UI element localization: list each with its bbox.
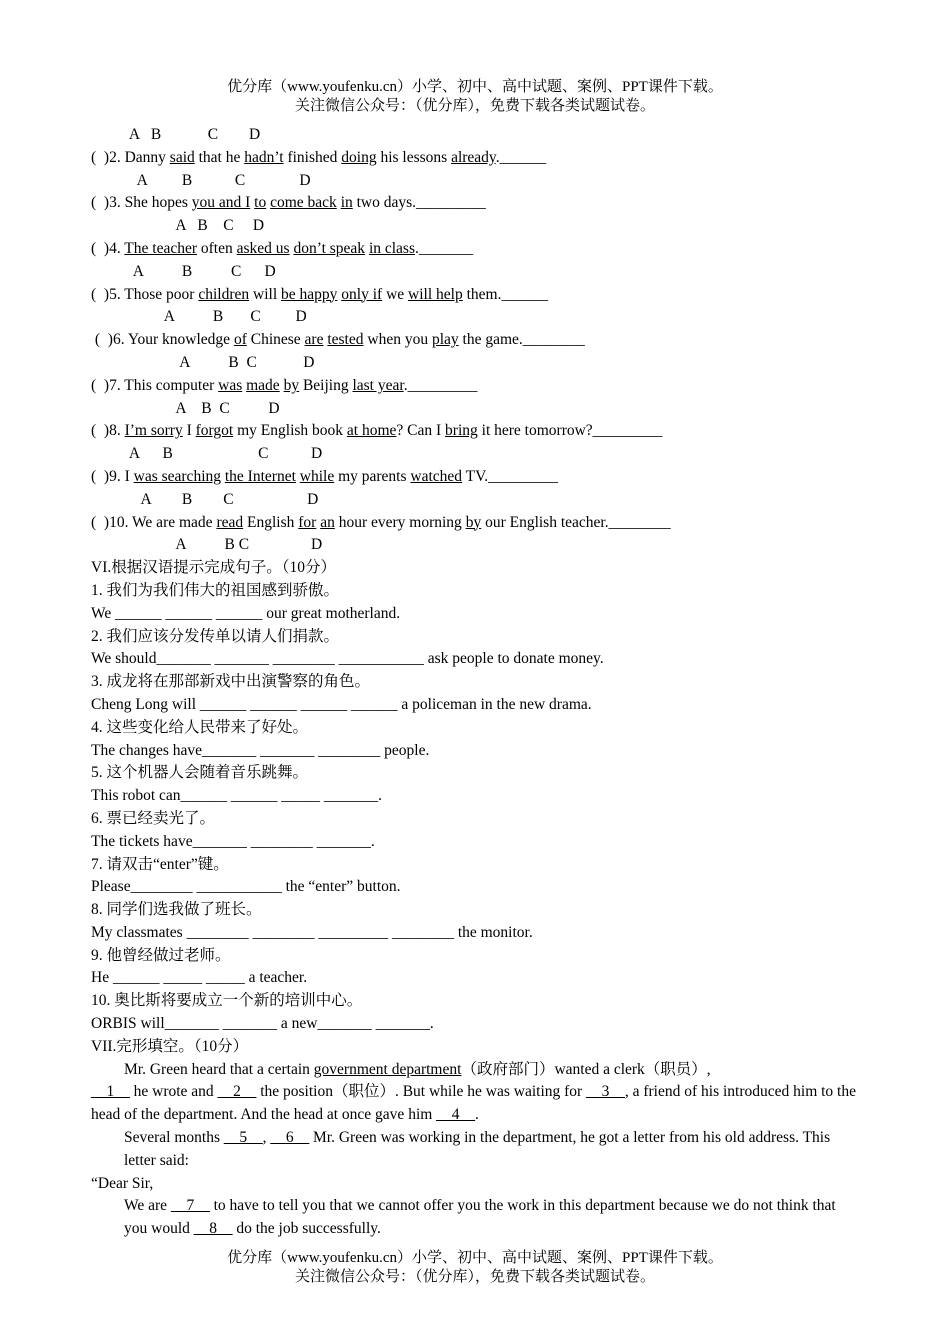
question-8: ( )8. I’m sorry I forgot my English book at home? Can I bring it here tomorrow?_________ [91, 422, 663, 440]
footer-line-2: 关注微信公众号：（优分库），免费下载各类试题试卷。 [294, 1269, 655, 1285]
s6-item-10-cn: 10. 奥比斯将要成立一个新的培训中心。 [91, 992, 363, 1010]
q7-option-letters: A B C D [91, 399, 280, 417]
q3-option-letters: A B C D [91, 217, 265, 235]
document-body [91, 124, 861, 1241]
q8-option-letters: A B C D [91, 445, 323, 463]
question-6: ( )6. Your knowledge of Chinese are tested when you play the game.________ [91, 331, 585, 349]
s6-item-5-en: This robot can______ ______ _____ _______. [91, 787, 383, 805]
s6-item-8-cn: 8. 同学们选我做了班长。 [91, 901, 262, 919]
cloze-blank-7: __7__ [170, 1197, 210, 1215]
letter-salutation: “Dear Sir, [91, 1174, 154, 1192]
question-4: ( )4. The teacher often asked us don’t speak in class._______ [91, 239, 474, 257]
q10-option-letters: A B C D [91, 536, 323, 554]
page-footer [0, 1249, 950, 1287]
q4-option-letters: A B C D [91, 262, 276, 280]
section-7-title: VII.完形填空。（10分） [91, 1037, 249, 1055]
q9-option-letters: A B C D [91, 490, 319, 508]
s6-item-6-en: The tickets have_______ ________ _______. [91, 832, 375, 850]
q2-option-letters: A B C D [91, 171, 311, 189]
q5-option-letters: A B C D [91, 308, 307, 326]
header-line-1: 优分库（www.youfenku.cn）小学、初中、高中试题、案例、PPT课件下载。 [227, 79, 723, 95]
s6-item-4-cn: 4. 这些变化给人民带来了好处。 [91, 718, 309, 736]
cloze-blank-1: __1__ [91, 1083, 130, 1101]
cloze-paragraph-2: __1__ he wrote and __2__ the position（职位）. But while he was waiting for __3__, a friend of his introduced him to the head of the department. And the head at once gave him __4__. [91, 1083, 856, 1124]
question-9: ( )9. I was searching the Internet while my parents watched TV._________ [91, 467, 558, 485]
footer-line-1: 优分库（www.youfenku.cn）小学、初中、高中试题、案例、PPT课件下载。 [227, 1250, 723, 1266]
cloze-blank-5: __5__ [223, 1129, 263, 1147]
s6-item-10-en: ORBIS will_______ _______ a new_______ _______. [91, 1015, 434, 1033]
s6-item-5-cn: 5. 这个机器人会随着音乐跳舞。 [91, 764, 309, 782]
s6-item-6-cn: 6. 票已经卖光了。 [91, 809, 216, 827]
question-10: ( )10. We are made read English for an hour every morning by our English teacher.________ [91, 513, 671, 531]
question-2: ( )2. Danny said that he hadn’t finished doing his lessons already.______ [91, 148, 547, 166]
cloze-blank-3: __3__ [586, 1083, 625, 1101]
cloze-paragraph-3: Several months __5__, __6__ Mr. Green was working in the department, he got a letter from his old address. This letter said: [124, 1129, 831, 1169]
cloze-paragraph-1: Mr. Green heard that a certain government department（政府部门）wanted a clerk（职员）, [124, 1060, 711, 1078]
question-7: ( )7. This computer was made by Beijing last year._________ [91, 376, 478, 394]
s6-item-4-en: The changes have_______ _______ ________ people. [91, 741, 430, 759]
s6-item-1-en: We ______ ______ ______ our great motherland. [91, 604, 401, 622]
q6-option-letters: A B C D [91, 353, 315, 371]
cloze-blank-6: __6__ [270, 1129, 310, 1147]
s6-item-2-en: We should_______ _______ ________ ___________ ask people to donate money. [91, 650, 604, 668]
s6-item-8-en: My classmates ________ ________ _________ ________ the monitor. [91, 923, 533, 941]
q1-option-letters: A B C D [91, 126, 261, 143]
s6-item-9-cn: 9. 他曾经做过老师。 [91, 946, 231, 964]
cloze-blank-8: __8__ [193, 1220, 233, 1238]
cloze-blank-4: __4__ [436, 1106, 475, 1124]
s6-item-7-en: Please________ ___________ the “enter” button. [91, 878, 401, 896]
s6-item-3-en: Cheng Long will ______ ______ ______ ______ a policeman in the new drama. [91, 695, 592, 713]
question-5: ( )5. Those poor children will be happy only if we will help them.______ [91, 285, 548, 303]
question-3: ( )3. She hopes you and I to come back in two days._________ [91, 194, 486, 212]
page-header [0, 78, 950, 116]
s6-item-3-cn: 3. 成龙将在那部新戏中出演警察的角色。 [91, 673, 371, 691]
s6-item-7-cn: 7. 请双击“enter”键。 [91, 855, 229, 873]
section-6-title: VI.根据汉语提示完成句子。（10分） [91, 559, 336, 577]
s6-item-2-cn: 2. 我们应该分发传单以请人们捐款。 [91, 627, 340, 645]
s6-item-9-en: He ______ _____ _____ a teacher. [91, 969, 308, 987]
header-line-2: 关注微信公众号：（优分库），免费下载各类试题试卷。 [294, 98, 655, 114]
s6-item-1-cn: 1. 我们为我们伟大的祖国感到骄傲。 [91, 581, 340, 599]
cloze-blank-2: __2__ [217, 1083, 257, 1101]
cloze-paragraph-5: We are __7__ to have to tell you that we cannot offer you the work in this department because we do not think that you would __8__ do the job successfully. [124, 1197, 836, 1238]
